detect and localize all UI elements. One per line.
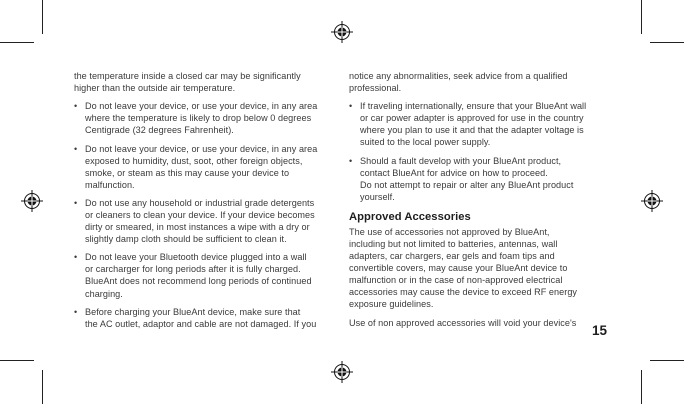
list-item: • If traveling internationally, ensure that your BlueAnt wall or car power adapter is approved for use in the country where you plan to use it and that the adapter voltage is suited to the local power supply. xyxy=(349,101,587,148)
crop-mark xyxy=(0,42,34,43)
section-heading: Approved Accessories xyxy=(349,210,471,223)
left-column xyxy=(74,70,340,330)
crop-mark xyxy=(42,370,43,404)
bullet-icon: • xyxy=(74,143,78,154)
body-paragraph: Use of non approved accessories will void your device's xyxy=(349,318,577,329)
intro-paragraph: the temperature inside a closed car may be significantly higher than the outside air temperature. xyxy=(74,71,301,94)
registration-mark-icon xyxy=(21,190,43,212)
bullet-icon: • xyxy=(349,101,353,112)
bullet-icon: • xyxy=(74,101,78,112)
registration-mark-icon xyxy=(641,190,663,212)
crop-mark xyxy=(0,360,34,361)
crop-mark xyxy=(650,42,684,43)
list-item: • Do not leave your device, or use your device, in any area exposed to humidity, dust, soot, other foreign objects, smoke, or steam as this may cause your device to malfunction. xyxy=(74,143,318,190)
page-number: 15 xyxy=(592,323,608,338)
bullet-list xyxy=(74,100,340,330)
list-item: • Do not leave your device, or use your device, in any area where the temperature is likely to drop below 0 degrees Centigrade (32 degrees Fahrenheit). xyxy=(74,101,318,136)
crop-mark xyxy=(641,370,642,404)
crop-mark xyxy=(650,360,684,361)
body-paragraph: The use of accessories not approved by BlueAnt, including but not limited to batteries, antennas, wall adapters, car chargers, ear gels and foam tips and convertible covers, may cause your BlueAnt device to malfunction or in the case of non-approved electrical accessories may cause the device to exceed RF energy exposure guidelines. xyxy=(349,226,578,310)
intro-paragraph: notice any abnormalities, seek advice from a qualified professional. xyxy=(349,71,568,94)
bullet-list xyxy=(349,100,611,203)
bullet-icon: • xyxy=(349,155,353,166)
right-column xyxy=(349,70,611,329)
registration-mark-icon xyxy=(331,21,353,43)
list-item: • Do not use any household or industrial grade detergents or cleaners to clean your device. If your device becomes dirty or smeared, in most instances a wipe with a dry or slightly damp cloth should be sufficient to clean it. xyxy=(74,197,315,245)
bullet-icon: • xyxy=(74,306,78,317)
bullet-icon: • xyxy=(74,252,78,263)
crop-mark xyxy=(641,0,642,34)
registration-mark-icon xyxy=(331,361,353,383)
list-item: • Before charging your BlueAnt device, make sure that the AC outlet, adaptor and cable are not damaged. If you xyxy=(74,306,317,329)
crop-mark xyxy=(42,0,43,34)
list-item: • Do not leave your Bluetooth device plugged into a wall or carcharger for long periods after it is fully charged. BlueAnt does not recommend long periods of continued charging. xyxy=(74,252,312,299)
list-item: • Should a fault develop with your BlueAnt product, contact BlueAnt for advice on how to proceed. Do not attempt to repair or alter any BlueAnt product yourself. xyxy=(349,155,574,202)
bullet-icon: • xyxy=(74,197,78,208)
